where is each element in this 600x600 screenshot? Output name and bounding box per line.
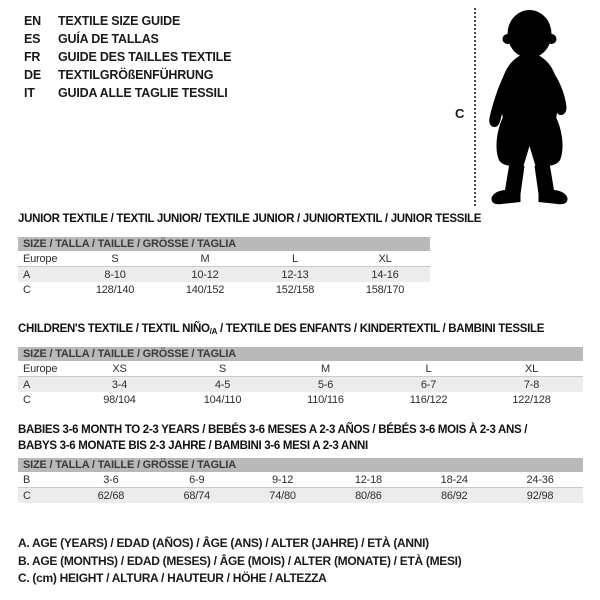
children-size-table (18, 347, 583, 407)
size-cell: 12-13 (250, 267, 340, 283)
size-header-bar: SIZE / TALLA / TAILLE / GRÖSSE / TAGLIA (18, 458, 583, 472)
row-label: B (18, 472, 68, 488)
children-title-text: CHILDREN'S TEXTILE / TEXTIL NIÑO (18, 323, 210, 335)
size-cell: XL (480, 361, 583, 377)
size-cell: 86/92 (411, 488, 497, 504)
table-row (18, 377, 583, 393)
size-cell: 158/170 (365, 283, 405, 296)
junior-size-table (18, 237, 430, 297)
children-title-text: / TEXTILE DES ENFANTS / KINDERTEXTIL / BAMBINI TESSILE (217, 323, 545, 335)
note-age-months: B. AGE (MONTHS) / EDAD (MESES) / ÂGE (MOIS) / ALTER (MONATE) / ETÀ (MESI) (18, 553, 462, 568)
size-cell: 9-12 (240, 472, 326, 488)
size-cell: M (274, 361, 377, 377)
size-cell: 10-12 (160, 267, 250, 283)
size-cell: M (160, 251, 250, 267)
lang-row-es (24, 30, 231, 48)
size-cell: XL (340, 251, 430, 267)
size-cell: 6-9 (154, 472, 240, 488)
size-cell: 98/104 (103, 393, 136, 406)
row-label: Europe (18, 251, 70, 267)
table-row (18, 347, 583, 361)
children-table-title (18, 321, 544, 340)
size-cell: 24-36 (497, 472, 583, 488)
size-cell: 68/74 (154, 488, 240, 504)
measure-notes (18, 535, 461, 588)
lang-code: ES (24, 32, 41, 46)
babies-title-line2: BABYS 3-6 MONATE BIS 2-3 JAHRE / BAMBINI 3-6 MESI A 2-3 ANNI (18, 440, 368, 452)
table-row (18, 251, 430, 267)
size-cell: 18-24 (411, 472, 497, 488)
table-row (18, 488, 583, 504)
size-cell: 128/140 (95, 283, 135, 296)
lang-label: TEXTILGRÖßENFÜHRUNG (58, 68, 214, 82)
size-cell: 110/116 (307, 393, 344, 406)
size-header-bar: SIZE / TALLA / TAILLE / GRÖSSE / TAGLIA (18, 347, 583, 361)
table-row (18, 472, 583, 488)
size-header-bar: SIZE / TALLA / TAILLE / GRÖSSE / TAGLIA (18, 237, 430, 251)
size-cell: 14-16 (340, 267, 430, 283)
table-row (18, 267, 430, 283)
size-cell: 104/110 (203, 393, 242, 406)
language-list (24, 12, 231, 102)
size-cell: 8-10 (70, 267, 160, 283)
size-cell: 152/158 (275, 283, 315, 296)
table-row (18, 361, 583, 377)
size-cell: 74/80 (240, 488, 326, 504)
babies-table-title (18, 422, 527, 454)
lang-row-it (24, 84, 231, 102)
row-label: A (18, 267, 70, 283)
height-measure-dotted-line (474, 8, 476, 206)
size-cell: 92/98 (497, 488, 583, 504)
size-cell: 4-5 (171, 377, 274, 393)
size-cell: 116/122 (409, 393, 448, 406)
lang-label: GUIDA ALLE TAGLIE TESSILI (58, 86, 228, 100)
size-cell: 5-6 (274, 377, 377, 393)
table-row (18, 458, 583, 472)
table-row (18, 282, 430, 297)
lang-row-fr (24, 48, 231, 66)
lang-code: EN (24, 14, 41, 28)
row-label: C (23, 283, 31, 296)
lang-label: TEXTILE SIZE GUIDE (58, 14, 181, 28)
size-cell: L (377, 361, 480, 377)
row-label: A (18, 377, 68, 393)
size-cell: 122/128 (512, 393, 551, 406)
size-cell: 3-4 (68, 377, 171, 393)
lang-row-de (24, 66, 231, 84)
lang-row-en (24, 12, 231, 30)
table-row (18, 237, 430, 251)
lang-code: DE (24, 68, 41, 82)
table-row (18, 392, 583, 407)
size-cell: 80/86 (325, 488, 411, 504)
note-height: C. (cm) HEIGHT / ALTURA / HAUTEUR / HÖHE / ALTEZZA (18, 571, 327, 585)
lang-label: GUIDE DES TAILLES TEXTILE (58, 50, 232, 64)
size-cell: 62/68 (68, 488, 154, 504)
height-measure-label: C (455, 106, 465, 121)
size-cell: 140/152 (185, 283, 225, 296)
note-age-years: A. AGE (YEARS) / EDAD (AÑOS) / ÂGE (ANS) / ALTER (JAHRE) / ETÀ (ANNI) (18, 536, 429, 550)
junior-table-title: JUNIOR TEXTILE / TEXTIL JUNIOR/ TEXTILE JUNIOR / JUNIORTEXTIL / JUNIOR TESSILE (18, 213, 482, 225)
size-cell: XS (68, 361, 171, 377)
toddler-silhouette-icon (487, 8, 588, 208)
size-cell: 6-7 (377, 377, 480, 393)
size-cell: L (250, 251, 340, 267)
size-cell: 3-6 (68, 472, 154, 488)
row-label: C (18, 488, 68, 504)
size-cell: S (171, 361, 274, 377)
lang-code: IT (24, 86, 35, 100)
size-cell: 12-18 (325, 472, 411, 488)
size-cell: 7-8 (480, 377, 583, 393)
lang-code: FR (24, 50, 41, 64)
babies-size-table (18, 458, 583, 503)
children-title-sub: /A (209, 327, 218, 336)
lang-label: GUÍA DE TALLAS (58, 32, 159, 46)
babies-title-line1: BABIES 3-6 MONTH TO 2-3 YEARS / BEBÉS 3-6 MESES A 2-3 AÑOS / BÉBÉS 3-6 MOIS À 2-3 ANS / (18, 424, 528, 436)
size-cell: S (70, 251, 160, 267)
row-label: Europe (18, 361, 68, 377)
row-label: C (23, 393, 31, 406)
